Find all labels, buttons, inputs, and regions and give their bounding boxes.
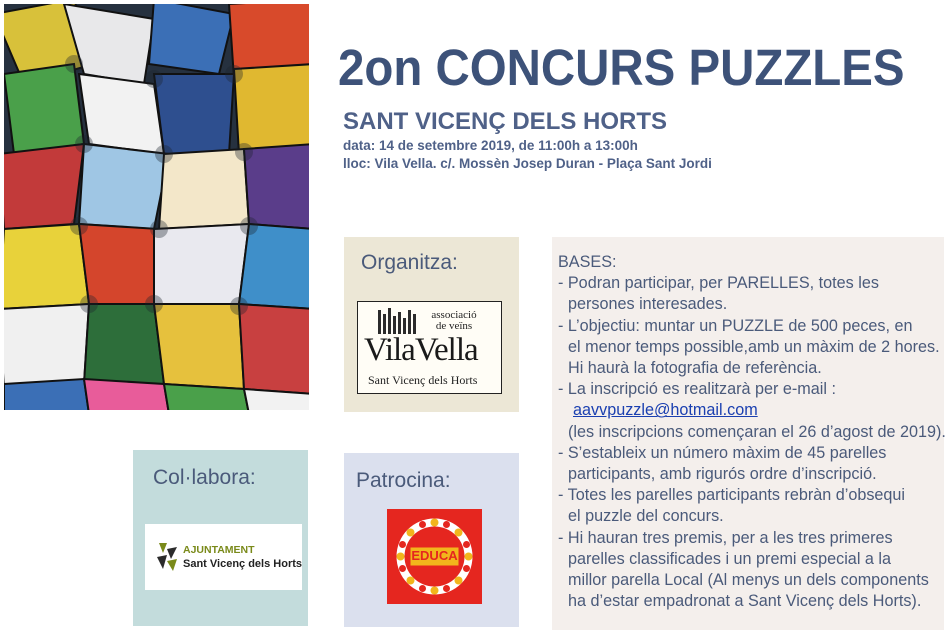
bases-line: - Hi hauran tres premis, per a les tres primeres <box>558 528 893 547</box>
email-link[interactable]: aavvpuzzle@hotmail.com <box>573 401 758 420</box>
vila-vella-logo-place: Sant Vicenç dels Horts <box>368 373 478 387</box>
event-date: data: 14 de setembre 2019, de 11:00h a 13:00h <box>343 138 638 153</box>
bases-heading: BASES: <box>558 253 617 271</box>
organitza-box <box>344 237 519 412</box>
puzzle-pieces-icon <box>4 4 309 410</box>
bases-line: - L’objectiu: muntar un PUZZLE de 500 peces, en <box>558 316 913 335</box>
ajuntament-logo-line1: AJUNTAMENT <box>183 544 255 556</box>
bases-line: millor parella Local (Al menys un dels components <box>568 571 929 590</box>
bases-line: persones interesades. <box>568 295 728 314</box>
bases-line: Hi haurà la fotografia de referència. <box>568 359 822 378</box>
patrocina-label: Patrocina: <box>356 469 451 492</box>
educa-logo <box>387 509 482 604</box>
ajuntament-emblem-icon <box>153 539 183 575</box>
bases-line: - Totes les parelles participants rebràn d’obsequi <box>558 486 906 505</box>
vila-vella-logo-line2: de veïns <box>435 320 473 332</box>
educa-logo-text: EDUCA <box>411 548 458 563</box>
bases-line: participants, amb rigurós ordre d’inscripció. <box>568 465 877 484</box>
bases-line: parelles classificades i un premi especial a la <box>568 549 892 568</box>
ajuntament-logo <box>145 524 302 590</box>
bases-line: - S’estableix un número màxim de 45 parelles <box>558 443 887 462</box>
vila-vella-logo-name: VilaVella <box>364 332 478 368</box>
patrocina-box <box>344 453 519 627</box>
collabora-label: Col·labora: <box>153 466 256 489</box>
page-subtitle: SANT VICENÇ DELS HORTS <box>343 108 668 135</box>
bases-line: el menor temps possible,amb un màxim de 2 hores. <box>568 337 940 356</box>
bases-line: - Podran participar, per PARELLES, totes les <box>558 274 879 293</box>
ajuntament-logo-line2: Sant Vicenç dels Horts <box>183 558 303 570</box>
bases-line: ha d’estar empadronat a Sant Vicenç dels Horts). <box>568 592 922 611</box>
bases-panel <box>552 237 944 630</box>
vila-vella-logo-line1: associació <box>431 309 477 321</box>
page-title: 2on CONCURS PUZZLES <box>338 39 905 96</box>
organitza-label: Organitza: <box>361 251 458 274</box>
bases-line: (les inscripcions començaran el 26 d’agost de 2019). <box>568 422 946 441</box>
bases-line: el puzzle del concurs. <box>568 507 724 526</box>
bases-text <box>558 252 946 612</box>
collabora-box <box>133 450 308 626</box>
event-place: lloc: Vila Vella. c/. Mossèn Josep Duran - Plaça Sant Jordi <box>343 156 712 171</box>
puzzle-pieces-image <box>4 4 309 410</box>
vila-vella-logo <box>357 301 502 394</box>
bases-line: - La inscripció es realitzarà per e-mail : <box>558 380 836 399</box>
